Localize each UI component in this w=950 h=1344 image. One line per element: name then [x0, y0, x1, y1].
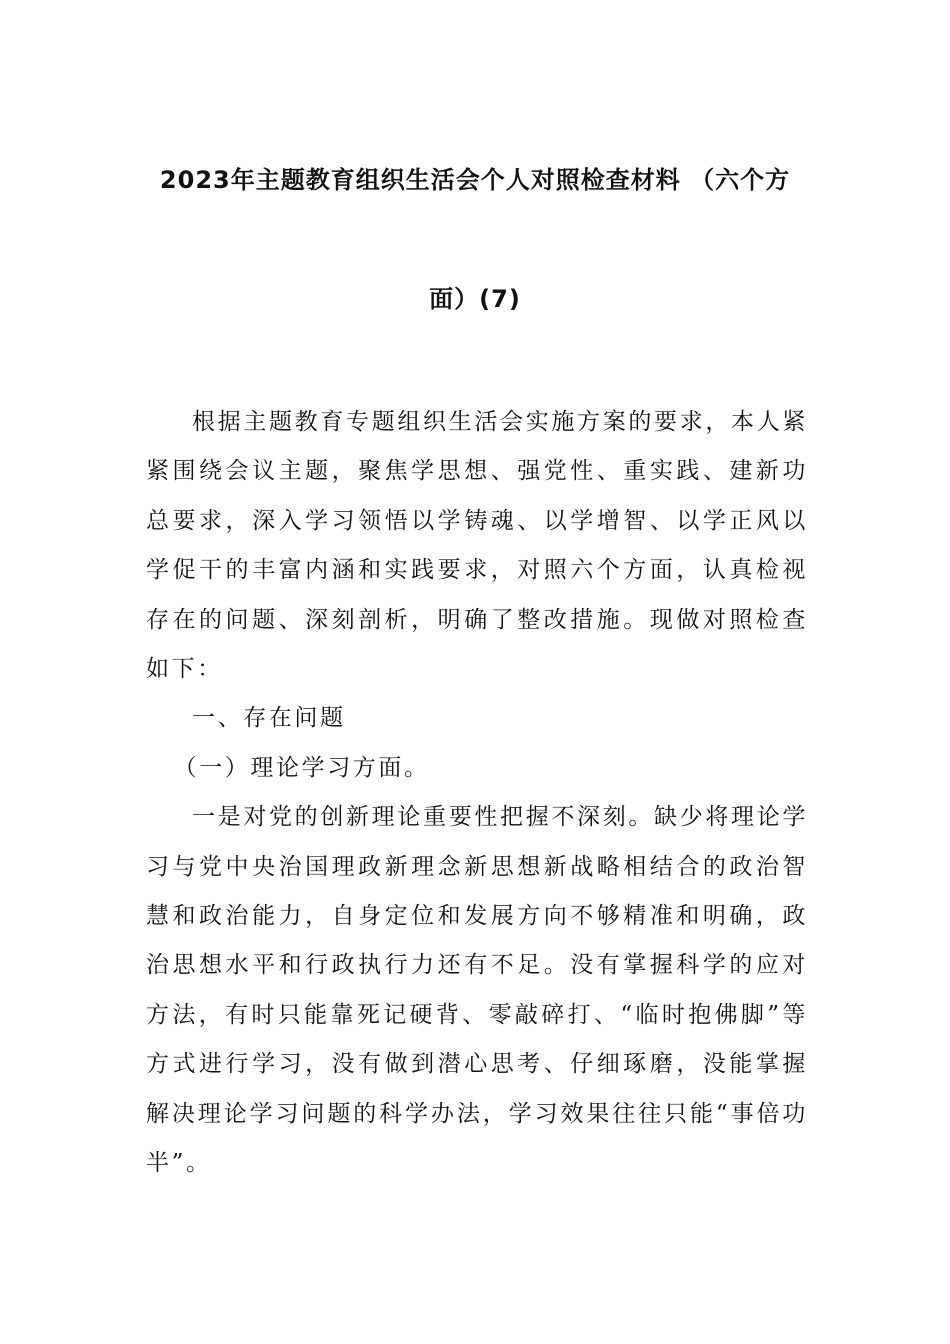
subsection-heading-theory-study: （一）理论学习方面。 [173, 754, 430, 781]
intro-paragraph: 根据主题教育专题组织生活会实施方案的要求，本人紧紧围绕会议主题，聚焦学思想、强党性、重实践、建新功总要求，深入学习领悟以学铸魂、以学增智、以学正风以学促干的丰富内涵和实践要求，对照六个方面，认真检视存在的问题、深刻剖析，明确了整改措施。现做对照检查如下： [146, 409, 808, 683]
document-title-line-2: 面）(7) [429, 285, 521, 313]
document-body [146, 398, 808, 1189]
document-title-line-1: 2023年主题教育组织生活会个人对照检查材料 （六个方 [159, 166, 791, 194]
section-heading-existing-problems: 一、存在问题 [192, 705, 346, 732]
theory-study-paragraph: 一是对党的创新理论重要性把握不深刻。缺少将理论学习与党中央治国理政新理念新思想新战略相结合的政治智慧和政治能力，自身定位和发展方向不够精准和明确，政治思想水平和行政执行力还有不足。没有掌握科学的应对方法，有时只能靠死记硬背、零敲碎打、“临时抱佛脚”等方式进行学习，没有做到潜心思考、仔细琢磨，没能掌握解决理论学习问题的科学办法，学习效果往往只能“事倍功半”。 [146, 804, 808, 1177]
